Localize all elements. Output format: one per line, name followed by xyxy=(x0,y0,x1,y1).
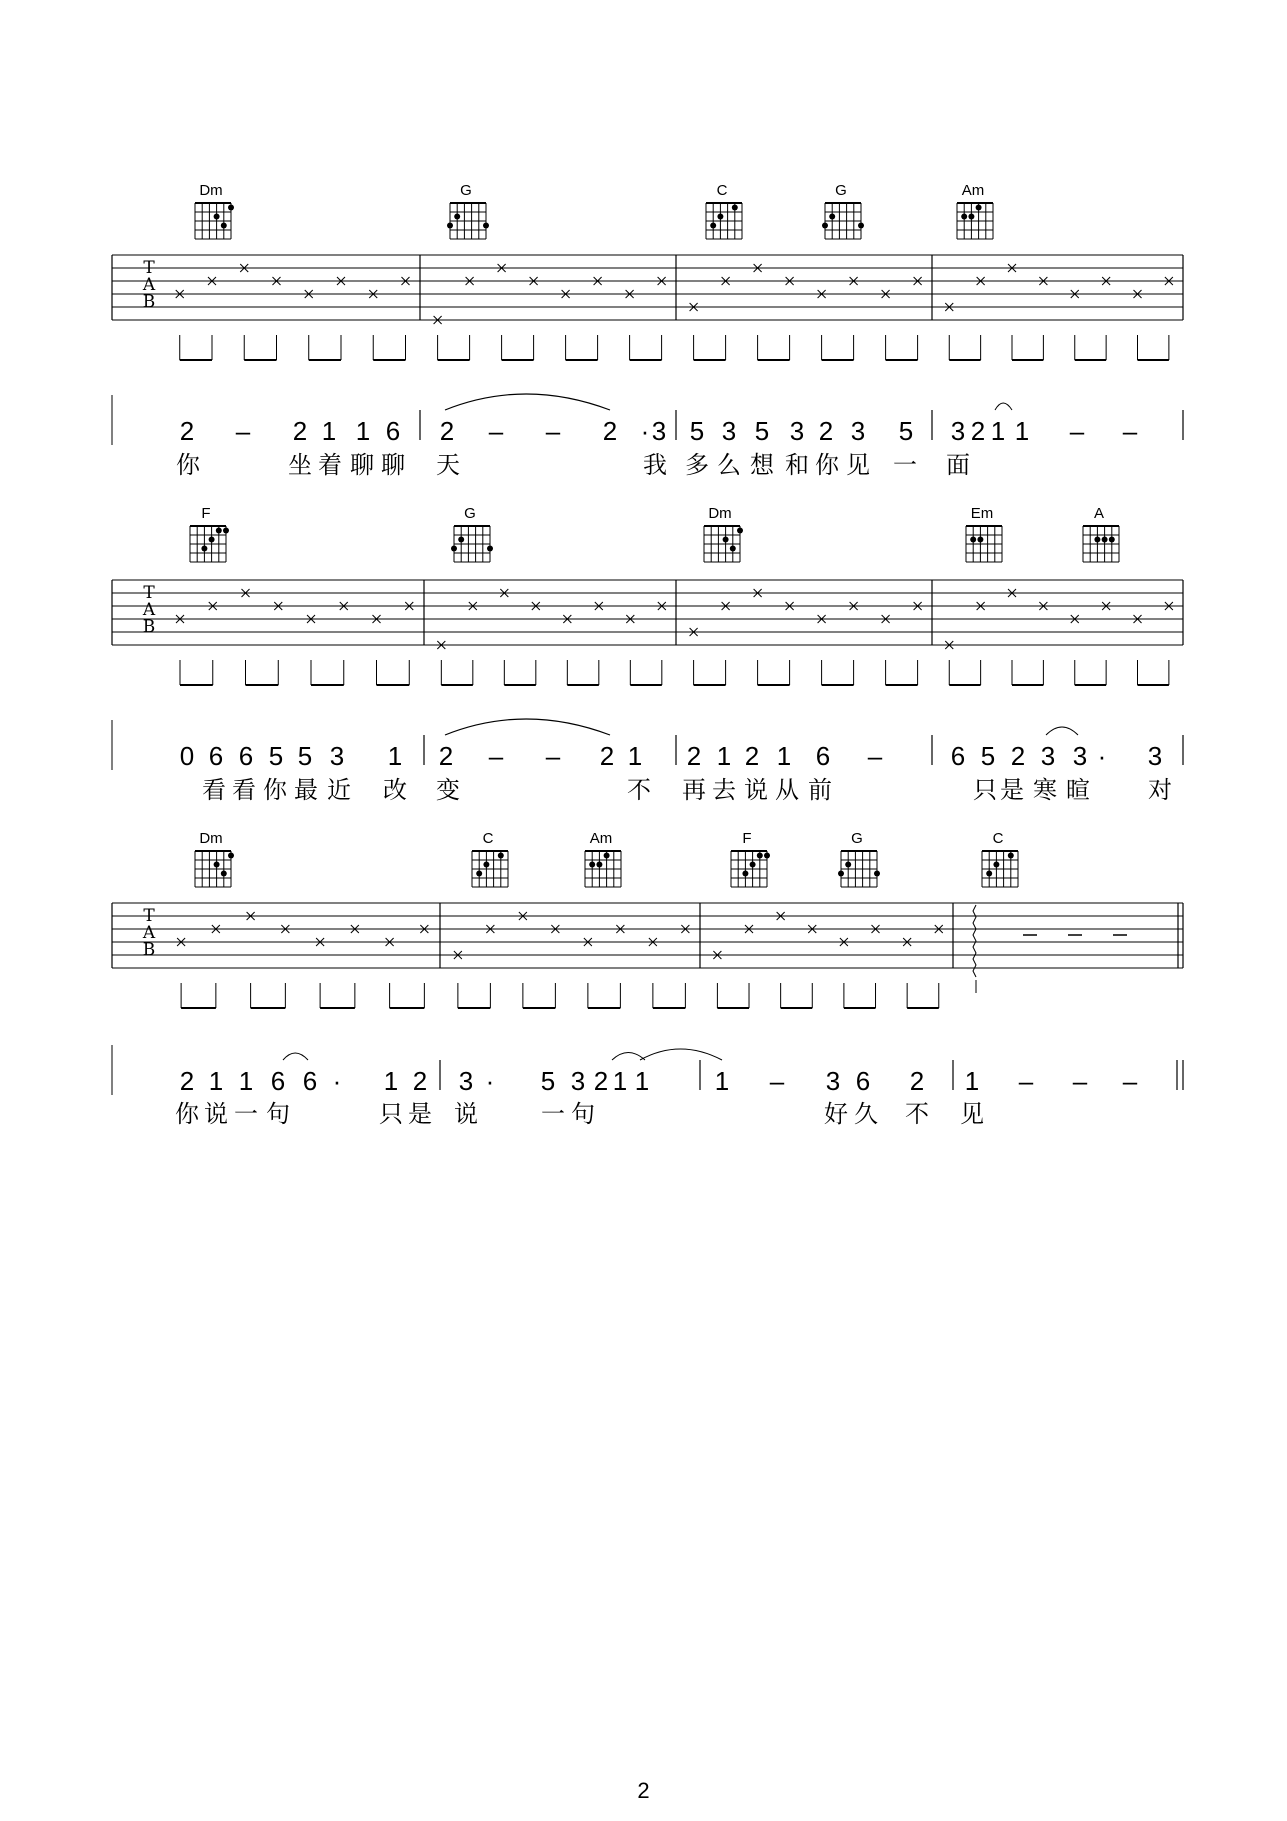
chord-dot xyxy=(1094,537,1100,543)
note-number: 1 xyxy=(238,1066,254,1096)
chord-dot xyxy=(874,871,880,877)
lyric-char: 说 xyxy=(744,776,768,804)
chord-name: C xyxy=(716,182,728,199)
tab-clef-letter: B xyxy=(142,292,156,312)
note-number: 5 xyxy=(754,416,770,446)
note-number: 5 xyxy=(898,416,914,446)
chord-dot xyxy=(730,546,736,552)
note-number: 3 xyxy=(850,416,866,446)
note-number: 6 xyxy=(950,741,966,771)
lyric-char: 见 xyxy=(846,451,870,479)
note-number: 2 xyxy=(909,1066,925,1096)
tab-clef-letter: A xyxy=(142,600,156,620)
lyric-char: 不 xyxy=(905,1100,929,1128)
tab-clef-letter: T xyxy=(143,906,155,926)
chord-name: C xyxy=(482,830,494,847)
note-number: – xyxy=(1072,1066,1088,1096)
measure-pattern xyxy=(945,264,1173,360)
chord-diagram xyxy=(822,182,864,239)
chord-dot xyxy=(447,223,453,229)
note-number: 1 xyxy=(714,1066,730,1096)
chord-dot xyxy=(228,205,234,211)
chord-dot xyxy=(845,862,851,868)
lyric-char: 面 xyxy=(946,451,970,479)
chord-diagram xyxy=(1083,505,1119,562)
note-number: 1 xyxy=(355,416,371,446)
chord-diagram xyxy=(704,505,743,562)
lyric-char: 再 xyxy=(682,776,706,804)
chord-dot xyxy=(596,862,602,868)
chord-dot xyxy=(710,223,716,229)
note-number: 5 xyxy=(689,416,705,446)
chord-diagram xyxy=(451,505,493,562)
note-number: 2 xyxy=(602,416,618,446)
note-number: 1 xyxy=(990,416,1006,446)
chord-diagram xyxy=(195,182,234,239)
chord-name: A xyxy=(1093,505,1105,522)
note-number: 2 xyxy=(438,741,454,771)
page-number: 2 xyxy=(637,1778,650,1803)
lyric-char: 前 xyxy=(808,776,832,804)
lyric-char: 看 xyxy=(202,776,226,804)
note-number: 3 xyxy=(1147,741,1163,771)
note-number: 5 xyxy=(980,741,996,771)
note-number: 2 xyxy=(179,1066,195,1096)
lyric-char: 一 xyxy=(541,1100,565,1128)
lyrics-row xyxy=(202,776,1172,804)
lyric-char: 想 xyxy=(750,451,774,479)
note-number: 2 xyxy=(292,416,308,446)
note-number: 3 xyxy=(1040,741,1056,771)
lyric-char: 改 xyxy=(383,776,407,804)
chord-diagram xyxy=(982,830,1018,887)
chord-dot xyxy=(589,862,595,868)
tab-staff xyxy=(112,580,1183,645)
note-number: 1 xyxy=(208,1066,224,1096)
final-arpeggio xyxy=(973,905,1127,993)
lyric-char: 寒 xyxy=(1033,776,1057,804)
lyric-char: 说 xyxy=(454,1100,478,1128)
chord-dot xyxy=(750,862,756,868)
note-number: 1 xyxy=(776,741,792,771)
chord-dot xyxy=(977,537,983,543)
note-number: – xyxy=(1018,1066,1034,1096)
note-number: – xyxy=(545,416,561,446)
chord-dot xyxy=(604,853,610,859)
note-number: 1 xyxy=(634,1066,650,1096)
note-number: · xyxy=(332,1066,342,1096)
measure-pattern xyxy=(945,589,1173,685)
note-number: – xyxy=(1122,416,1138,446)
note-number: 1 xyxy=(612,1066,628,1096)
chord-dot xyxy=(968,214,974,220)
note-number: 3 xyxy=(950,416,966,446)
chord-dot xyxy=(757,853,763,859)
tab-clef-letter: T xyxy=(143,258,155,278)
chord-dot xyxy=(717,214,723,220)
tab-clef-letter: A xyxy=(142,275,156,295)
note-number: – xyxy=(867,741,883,771)
chord-diagram xyxy=(447,182,489,239)
measure-pattern xyxy=(690,589,922,685)
note-number: – xyxy=(488,416,504,446)
note-number: – xyxy=(769,1066,785,1096)
measure-pattern xyxy=(437,589,666,685)
chord-dot xyxy=(858,223,864,229)
note-number: – xyxy=(488,741,504,771)
chord-dot xyxy=(970,537,976,543)
lyric-char: 只 xyxy=(379,1100,403,1128)
note-number: 2 xyxy=(412,1066,428,1096)
lyric-char: 变 xyxy=(436,776,460,804)
lyrics-row xyxy=(175,1100,984,1128)
chord-dot xyxy=(454,214,460,220)
chord-dot xyxy=(1008,853,1014,859)
chord-name: Dm xyxy=(199,182,223,199)
note-number: – xyxy=(545,741,561,771)
chord-dot xyxy=(214,862,220,868)
chord-diagram xyxy=(585,830,621,887)
note-number: · xyxy=(640,416,650,446)
tie-arc xyxy=(612,1053,645,1061)
chord-diagram xyxy=(706,182,742,239)
chord-dot xyxy=(723,537,729,543)
tab-staff xyxy=(112,903,1183,968)
note-number: 2 xyxy=(1010,741,1026,771)
lyric-char: 你 xyxy=(176,451,200,479)
lyric-char: 只 xyxy=(973,776,997,804)
note-number: 6 xyxy=(238,741,254,771)
chord-dot xyxy=(209,537,215,543)
lyric-char: 见 xyxy=(960,1100,984,1128)
note-number: 3 xyxy=(789,416,805,446)
chord-dot xyxy=(986,871,992,877)
lyric-char: 说 xyxy=(204,1100,228,1128)
chord-dot xyxy=(451,546,457,552)
measure-pattern xyxy=(434,264,666,360)
note-number: 3 xyxy=(458,1066,474,1096)
lyric-char: 是 xyxy=(1000,776,1024,804)
chord-dot xyxy=(838,871,844,877)
chord-diagram xyxy=(190,505,229,562)
note-number: · xyxy=(485,1066,495,1096)
note-number: 3 xyxy=(1072,741,1088,771)
chord-diagram xyxy=(731,830,770,887)
chord-name: G xyxy=(464,505,476,522)
note-number: 2 xyxy=(686,741,702,771)
chord-name: F xyxy=(201,505,211,522)
tab-clef-letter: T xyxy=(143,583,155,603)
note-number: 6 xyxy=(815,741,831,771)
lyric-char: 我 xyxy=(643,451,667,479)
note-number: 2 xyxy=(593,1066,609,1096)
lyric-char: 你 xyxy=(175,1100,199,1128)
note-number: 3 xyxy=(825,1066,841,1096)
note-number: – xyxy=(235,416,251,446)
lyric-char: 着 xyxy=(318,451,342,479)
chord-dot xyxy=(829,214,835,220)
chord-dot xyxy=(737,528,743,534)
note-number: 1 xyxy=(383,1066,399,1096)
chord-dot xyxy=(764,853,770,859)
note-number: 6 xyxy=(208,741,224,771)
chord-dot xyxy=(487,546,493,552)
lyric-char: 坐 xyxy=(288,451,312,479)
note-number: 6 xyxy=(302,1066,318,1096)
tab-clef-letter: B xyxy=(142,940,156,960)
chord-dot xyxy=(961,214,967,220)
note-number: – xyxy=(1122,1066,1138,1096)
chord-dot xyxy=(976,205,982,211)
lyric-char: 句 xyxy=(571,1100,595,1128)
note-number: 6 xyxy=(270,1066,286,1096)
tie-arc xyxy=(1046,727,1078,735)
chord-dot xyxy=(483,223,489,229)
tie-arc xyxy=(283,1053,308,1060)
chord-dot xyxy=(732,205,738,211)
lyric-char: 从 xyxy=(775,776,799,804)
chord-name: G xyxy=(851,830,863,847)
measure-pattern xyxy=(713,912,942,1008)
chord-dot xyxy=(993,862,999,868)
lyric-char: 和 xyxy=(785,451,809,479)
tie-arc xyxy=(445,394,610,410)
note-number: 5 xyxy=(297,741,313,771)
note-number: · xyxy=(1097,741,1107,771)
chord-dot xyxy=(223,528,229,534)
tab-clef-letter: A xyxy=(142,923,156,943)
chord-dot xyxy=(458,537,464,543)
chord-dot xyxy=(201,546,207,552)
note-number: 1 xyxy=(627,741,643,771)
note-number: 3 xyxy=(651,416,667,446)
lyric-char: 看 xyxy=(232,776,256,804)
note-number: 3 xyxy=(570,1066,586,1096)
measure-pattern xyxy=(176,589,413,685)
chord-name: Em xyxy=(970,505,994,522)
note-number: 2 xyxy=(439,416,455,446)
tab-staff xyxy=(112,255,1183,320)
lyric-char: 是 xyxy=(408,1100,432,1128)
chord-dot xyxy=(476,871,482,877)
lyric-char: 聊 xyxy=(381,451,405,479)
chord-dot xyxy=(214,214,220,220)
numbered-notation-row xyxy=(180,1066,1138,1096)
chord-diagram xyxy=(838,830,880,887)
note-number: 5 xyxy=(540,1066,556,1096)
chord-name: Am xyxy=(589,830,613,847)
lyric-char: 你 xyxy=(815,451,839,479)
note-number: 5 xyxy=(268,741,284,771)
chord-diagram xyxy=(195,830,234,887)
lyric-char: 一 xyxy=(893,451,917,479)
note-number: 2 xyxy=(744,741,760,771)
chord-dot xyxy=(1102,537,1108,543)
chord-dot xyxy=(822,223,828,229)
chord-name: G xyxy=(835,182,847,199)
chord-name: C xyxy=(992,830,1004,847)
chord-name: Dm xyxy=(199,830,223,847)
lyric-char: 暄 xyxy=(1066,776,1090,804)
chord-dot xyxy=(483,862,489,868)
note-number: 2 xyxy=(818,416,834,446)
chord-dot xyxy=(498,853,504,859)
note-number: 1 xyxy=(716,741,732,771)
chord-name: Am xyxy=(961,182,985,199)
note-number: 3 xyxy=(721,416,737,446)
chord-dot xyxy=(228,853,234,859)
lyric-char: 去 xyxy=(712,776,736,804)
chord-dot xyxy=(1109,537,1115,543)
note-number: 0 xyxy=(179,741,195,771)
lyric-char: 近 xyxy=(327,776,351,804)
lyric-char: 不 xyxy=(627,776,651,804)
lyric-char: 你 xyxy=(263,776,287,804)
numbered-notation-row xyxy=(180,416,1138,446)
chord-dot xyxy=(742,871,748,877)
note-number: – xyxy=(1069,416,1085,446)
measure-pattern xyxy=(690,264,922,360)
note-number: 2 xyxy=(970,416,986,446)
lyric-char: 天 xyxy=(436,451,460,479)
lyric-char: 一 xyxy=(234,1100,258,1128)
note-number: 6 xyxy=(385,416,401,446)
note-number: 1 xyxy=(321,416,337,446)
lyric-char: 么 xyxy=(717,451,741,479)
lyric-char: 句 xyxy=(266,1100,290,1128)
note-number: 1 xyxy=(964,1066,980,1096)
chord-dot xyxy=(216,528,222,534)
chord-dot xyxy=(221,223,227,229)
lyric-char: 对 xyxy=(1148,776,1172,804)
numbered-notation-row xyxy=(180,741,1162,771)
tab-clef-letter: B xyxy=(142,617,156,637)
lyrics-row xyxy=(176,451,970,479)
tie-arc xyxy=(995,403,1012,410)
note-number: 2 xyxy=(599,741,615,771)
lyric-char: 聊 xyxy=(350,451,374,479)
measure-pattern xyxy=(177,912,428,1008)
lyric-char: 最 xyxy=(294,776,318,804)
chord-name: Dm xyxy=(708,505,732,522)
chord-name: G xyxy=(460,182,472,199)
lyric-char: 好 xyxy=(824,1100,848,1128)
note-number: 6 xyxy=(855,1066,871,1096)
lyric-char: 多 xyxy=(685,451,709,479)
tie-arc xyxy=(445,719,610,735)
chord-dot xyxy=(221,871,227,877)
note-number: 1 xyxy=(387,741,403,771)
note-number: 2 xyxy=(179,416,195,446)
chord-diagram xyxy=(957,182,993,239)
note-number: 3 xyxy=(329,741,345,771)
lyric-char: 久 xyxy=(854,1100,878,1128)
measure-pattern xyxy=(176,264,410,360)
measure-pattern xyxy=(454,912,690,1008)
tie-arc xyxy=(640,1049,722,1060)
note-number: 1 xyxy=(1014,416,1030,446)
chord-diagram xyxy=(472,830,508,887)
chord-name: F xyxy=(742,830,752,847)
chord-diagram xyxy=(966,505,1002,562)
